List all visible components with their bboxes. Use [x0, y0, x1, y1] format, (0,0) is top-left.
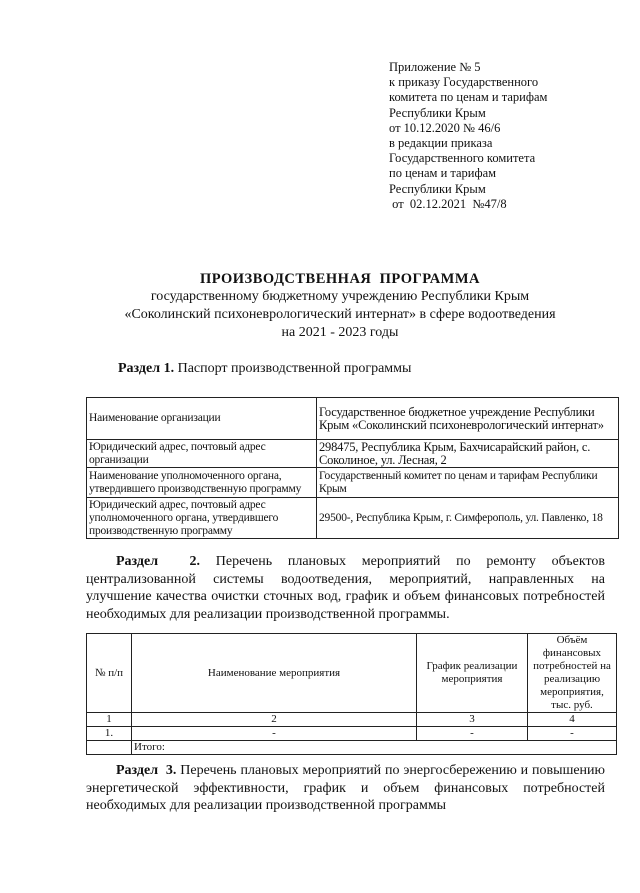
section-2-text: Перечень плановых мероприятий по ремонту объектов централизованной системы водоотведения, мероприятий, направленных на улучшение качества очистки сточных вод, график и объем финансовых потребностей необходимых для реализации производственной программы.	[86, 554, 605, 622]
table-header-row	[87, 634, 617, 713]
document-title: ПРОИЗВОДСТВЕННАЯ ПРОГРАММА	[199, 271, 481, 287]
header-number: № п/п	[87, 634, 132, 713]
passport-value-cell: Государственное бюджетное учреждение Республики Крым «Соколинский психоневрологический интернат»	[317, 398, 619, 440]
row-cell: -	[417, 727, 528, 741]
table-row	[87, 398, 619, 440]
row-number-cell: 1.	[87, 727, 132, 741]
appendix-line: комитета по ценам и тарифам	[389, 90, 548, 105]
appendix-line: Республики Крым	[389, 181, 486, 196]
passport-table	[86, 397, 619, 539]
appendix-line: от 10.12.2020 № 46/6	[389, 120, 501, 135]
column-number-cell: 3	[417, 713, 528, 727]
appendix-line: в редакции приказа	[389, 136, 493, 151]
column-number-cell: 1	[87, 713, 132, 727]
title-line-1: государственному бюджетному учреждению Республики Крым	[150, 289, 530, 304]
passport-name-cell: Наименование уполномоченного органа, утвердившего производственную программу	[87, 468, 317, 498]
header-measure-name: Наименование мероприятия	[132, 634, 417, 713]
section-3-text: Перечень плановых мероприятий по энергосбережению и повышению энергетической эффективности, график и объем финансовых потребностей необходимых для реализации производственной программы	[86, 763, 605, 813]
section-3-paragraph	[86, 762, 605, 815]
section-2-paragraph	[86, 553, 605, 623]
header-financing: Объём финансовых потребностей на реализацию мероприятия, тыс. руб.	[528, 634, 617, 713]
section-1-label: Раздел 1.	[118, 361, 175, 376]
appendix-line: Республики Крым	[389, 105, 486, 120]
appendix-block	[389, 60, 547, 212]
section-1-text: Паспорт производственной программы	[174, 361, 412, 376]
total-empty-cell	[87, 741, 132, 755]
passport-value-cell: 29500-, Республика Крым, г. Симферополь, ул. Павленко, 18	[317, 498, 619, 539]
passport-name-cell: Юридический адрес, почтовый адрес организации	[87, 440, 317, 468]
row-cell: -	[132, 727, 417, 741]
table-row	[87, 498, 619, 539]
table-row	[87, 713, 617, 727]
table-row	[87, 440, 619, 468]
appendix-line: Приложение № 5	[389, 60, 481, 74]
appendix-line: к приказу Государственного	[389, 75, 539, 90]
table-total-row	[87, 741, 617, 755]
table-row	[87, 468, 619, 498]
column-number-cell: 4	[528, 713, 617, 727]
title-block	[80, 270, 600, 342]
passport-value-cell: Государственный комитет по ценам и тарифам Республики Крым	[317, 468, 619, 498]
title-line-3: на 2021 - 2023 годы	[281, 325, 399, 340]
passport-value-cell: 298475, Республика Крым, Бахчисарайский район, с. Соколиное, ул. Лесная, 2	[317, 440, 619, 468]
table-row	[87, 727, 617, 741]
title-line-2: «Соколинский психоневрологический интернат» в сфере водоотведения	[124, 307, 556, 322]
row-cell: -	[528, 727, 617, 741]
appendix-line: по ценам и тарифам	[389, 166, 497, 181]
appendix-line: Государственного комитета	[389, 151, 536, 166]
section-1-heading	[118, 361, 411, 377]
measures-table	[86, 633, 617, 755]
section-2-label: Раздел 2.	[116, 554, 201, 569]
header-schedule: График реализации мероприятия	[417, 634, 528, 713]
passport-name-cell: Наименование организации	[87, 398, 317, 440]
passport-name-cell: Юридический адрес, почтовый адрес уполномоченного органа, утвердившего производственную программу	[87, 498, 317, 539]
appendix-line: от 02.12.2021 №47/8	[389, 196, 507, 211]
section-3-label: Раздел 3.	[116, 763, 177, 778]
column-number-cell: 2	[132, 713, 417, 727]
total-label: Итого:	[132, 741, 617, 755]
